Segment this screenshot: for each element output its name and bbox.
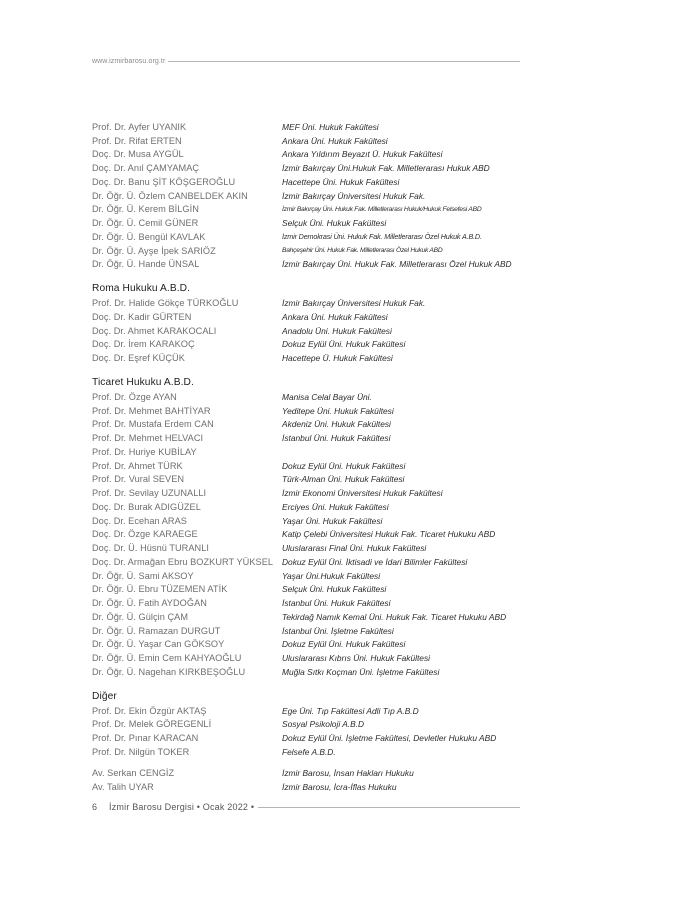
member-row — [92, 514, 532, 528]
member-row — [92, 528, 532, 542]
member-institution: Yeditepe Üni. Hukuk Fakültesi — [282, 405, 394, 416]
member-name: Prof. Dr. Vural SEVEN — [92, 474, 185, 485]
member-name: Prof. Dr. Özge AYAN — [92, 391, 177, 402]
member-name: Prof. Dr. Ekin Özgür AKTAŞ — [92, 705, 207, 716]
department-title: Diğer — [92, 690, 117, 702]
member-name: Dr. Öğr. Ü. Cemil GÜNER — [92, 218, 199, 229]
member-row — [92, 230, 532, 244]
member-row — [92, 351, 532, 365]
member-name: Dr. Öğr. Ü. Bengül KAVLAK — [92, 231, 206, 242]
member-name: Doç. Dr. Banu ŞİT KÖŞGEROĞLU — [92, 176, 236, 187]
member-institution: İzmir Barosu, İnsan Hakları Hukuku — [282, 767, 414, 778]
member-institution: Akdeniz Üni. Hukuk Fakültesi — [282, 419, 391, 430]
department-title: Roma Hukuku A.B.D. — [92, 283, 191, 295]
member-row — [92, 445, 532, 459]
member-institution: Anadolu Üni. Hukuk Fakültesi — [282, 325, 392, 336]
member-row — [92, 296, 532, 310]
member-row — [92, 638, 532, 652]
member-name: Prof. Dr. Ahmet TÜRK — [92, 460, 183, 471]
member-name: Doç. Dr. Özge KARAEGE — [92, 529, 198, 540]
member-row — [92, 310, 532, 324]
member-row — [92, 244, 532, 258]
member-name: Prof. Dr. Melek GÖREGENLİ — [92, 719, 212, 730]
member-row — [92, 596, 532, 610]
member-row — [92, 500, 532, 514]
member-institution: Ege Üni. Tıp Fakültesi Adli Tıp A.B.D — [282, 705, 419, 716]
member-row — [92, 486, 532, 500]
member-row — [92, 120, 532, 134]
member-row — [92, 189, 532, 203]
department-section — [92, 376, 532, 679]
member-name: Doç. Dr. Burak ADIGÜZEL — [92, 501, 201, 512]
member-name: Prof. Dr. Mehmet HELVACI — [92, 433, 204, 444]
member-row — [92, 216, 532, 230]
member-row — [92, 161, 532, 175]
member-row — [92, 780, 532, 794]
member-institution: İstanbul Üni. Hukuk Fakültesi — [282, 433, 391, 444]
site-url[interactable]: www.izmirbarosu.org.tr — [92, 57, 166, 65]
member-institution: Uluslararası Kıbrıs Üni. Hukuk Fakültesi — [282, 653, 431, 664]
member-institution: Dokuz Eylül Üni. Hukuk Fakültesi — [282, 339, 406, 350]
member-name: Doç. Dr. Ecehan ARAS — [92, 515, 187, 526]
member-row — [92, 541, 532, 555]
member-institution: Katip Çelebi Üniversitesi Hukuk Fak. Ticaret Hukuku ABD — [282, 529, 496, 540]
member-row — [92, 175, 532, 189]
footer-rule — [258, 807, 520, 808]
member-institution: İzmir Bakırçay Üni. Hukuk Fak. Milletlerarası Özel Hukuk ABD — [282, 259, 512, 270]
member-name: Doç. Dr. Anıl ÇAMYAMAÇ — [92, 163, 200, 174]
department-section — [92, 120, 532, 271]
member-institution: Ankara Üni. Hukuk Fakültesi — [282, 135, 388, 146]
member-institution: Dokuz Eylül Üni. Hukuk Fakültesi — [282, 639, 406, 650]
member-name: Dr. Öğr. Ü. Ramazan DURGUT — [92, 625, 221, 636]
member-institution: İzmir Ekonomi Üniversitesi Hukuk Fakültesi — [282, 488, 443, 499]
member-row — [92, 148, 532, 162]
member-name: Dr. Öğr. Ü. Gülçin ÇAM — [92, 611, 189, 622]
member-row — [92, 610, 532, 624]
member-institution: Yaşar Üni. Hukuk Fakültesi — [282, 515, 383, 526]
member-name: Dr. Öğr. Ü. Nagehan KIRKBEŞOĞLU — [92, 666, 246, 677]
member-institution: Bahçeşehir Üni. Hukuk Fak. Milletlerarası Özel Hukuk ABD — [282, 247, 443, 255]
member-name: Prof. Dr. Mustafa Erdem CAN — [92, 419, 214, 430]
member-institution: Hacettepe Üni. Hukuk Fakültesi — [282, 176, 400, 187]
member-institution: Türk-Alman Üni. Hukuk Fakültesi — [282, 474, 405, 485]
member-row — [92, 731, 532, 745]
member-name: Prof. Dr. Huriye KUBİLAY — [92, 446, 197, 457]
member-name: Prof. Dr. Pınar KARACAN — [92, 733, 199, 744]
member-row — [92, 459, 532, 473]
member-name: Doç. Dr. Musa AYGÜL — [92, 149, 184, 160]
member-name: Doç. Dr. Kadir GÜRTEN — [92, 311, 192, 322]
member-name: Dr. Öğr. Ü. Fatih AYDOĞAN — [92, 598, 207, 609]
member-name: Prof. Dr. Sevilay UZUNALLI — [92, 488, 207, 499]
member-institution: İstanbul Üni. İşletme Fakültesi — [282, 625, 394, 636]
member-row — [92, 473, 532, 487]
member-name: Dr. Öğr. Ü. Emin Cem KAHYAOĞLU — [92, 653, 242, 664]
lawyer-section — [92, 766, 532, 794]
member-institution: Dokuz Eylül Üni. Hukuk Fakültesi — [282, 460, 406, 471]
member-name: Av. Serkan CENGİZ — [92, 767, 175, 778]
member-institution: Tekirdağ Namık Kemal Üni. Hukuk Fak. Ticaret Hukuku ABD — [282, 611, 507, 622]
member-row — [92, 203, 532, 217]
member-name: Dr. Öğr. Ü. Ebru TÜZEMEN ATİK — [92, 584, 228, 595]
page-footer — [92, 801, 520, 813]
member-row — [92, 258, 532, 272]
header-rule — [168, 61, 520, 62]
member-institution: İzmir Demokrasi Üni. Hukuk Fak. Milletlerarası Özel Hukuk A.B.D. — [282, 232, 482, 242]
member-row — [92, 651, 532, 665]
site-header — [92, 55, 520, 67]
member-row — [92, 745, 532, 759]
member-name: Doç. Dr. Armağan Ebru BOZKURT YÜKSEL — [92, 556, 274, 567]
member-row — [92, 583, 532, 597]
member-institution: Uluslararası Final Üni. Hukuk Fakültesi — [282, 543, 427, 554]
member-name: Dr. Öğr. Ü. Yaşar Can GÖKSOY — [92, 639, 225, 650]
member-row — [92, 718, 532, 732]
member-row — [92, 569, 532, 583]
member-name: Prof. Dr. Ayfer UYANIK — [92, 121, 187, 132]
member-row — [92, 418, 532, 432]
member-institution: Yaşar Üni.Hukuk Fakültesi — [282, 570, 381, 581]
member-institution: Erciyes Üni. Hukuk Fakültesi — [282, 501, 389, 512]
member-institution: Dokuz Eylül Üni. İşletme Fakültesi, Devletler Hukuku ABD — [282, 733, 497, 744]
member-name: Doç. Dr. İrem KARAKOÇ — [92, 339, 195, 350]
member-institution: Ankara Üni. Hukuk Fakültesi — [282, 311, 388, 322]
member-name: Prof. Dr. Nilgün TOKER — [92, 746, 190, 757]
member-row — [92, 704, 532, 718]
member-name: Dr. Öğr. Ü. Kerem BİLGİN — [92, 204, 199, 215]
member-row — [92, 431, 532, 445]
member-name: Dr. Öğr. Ü. Ayşe İpek SARIÖZ — [92, 245, 216, 256]
member-institution: Selçuk Üni. Hukuk Fakültesi — [282, 218, 387, 229]
member-name: Doç. Dr. Ü. Hüsnü TURANLI — [92, 543, 209, 554]
member-row — [92, 338, 532, 352]
member-institution: Muğla Sıtkı Koçman Üni. İşletme Fakültesi — [282, 666, 440, 677]
member-name: Dr. Öğr. Ü. Sami AKSOY — [92, 570, 194, 581]
member-institution: Selçuk Üni. Hukuk Fakültesi — [282, 584, 387, 595]
member-institution: İzmir Barosu, İcra-İflas Hukuku — [282, 781, 397, 792]
member-row — [92, 134, 532, 148]
department-section — [92, 282, 532, 365]
member-row — [92, 624, 532, 638]
member-institution: MEF Üni. Hukuk Fakültesi — [282, 121, 379, 132]
member-institution: İstanbul Üni. Hukuk Fakültesi — [282, 598, 391, 609]
member-name: Av. Talih UYAR — [92, 781, 154, 792]
member-name: Dr. Öğr. Ü. Hande ÜNSAL — [92, 259, 200, 270]
member-row — [92, 324, 532, 338]
member-institution: Sosyal Psikoloji A.B.D — [282, 719, 365, 730]
member-row — [92, 766, 532, 780]
page-number: 6 — [92, 802, 98, 812]
member-institution: Dokuz Eylül Üni. İktisadi ve İdari Bilimler Fakültesi — [282, 556, 468, 567]
department-section — [92, 690, 532, 759]
member-row — [92, 404, 532, 418]
member-institution: Hacettepe Ü. Hukuk Fakültesi — [282, 353, 393, 364]
journal-issue: İzmir Barosu Dergisi • Ocak 2022 • — [109, 802, 255, 812]
member-name: Doç. Dr. Eşref KÜÇÜK — [92, 353, 185, 364]
member-institution: Felsefe A.B.D. — [282, 746, 336, 757]
member-row — [92, 390, 532, 404]
member-name: Prof. Dr. Rifat ERTEN — [92, 135, 182, 146]
member-institution: İzmir Bakırçay Üni. Hukuk Fak. Milletlerarası Hukuk/Hukuk Felsefesi ABD — [282, 205, 482, 213]
member-institution: İzmir Bakırçay Üni.Hukuk Fak. Milletlerarası Hukuk ABD — [282, 163, 490, 174]
member-name: Prof. Dr. Mehmet BAHTİYAR — [92, 405, 211, 416]
member-institution: Manisa Celal Bayar Üni. — [282, 391, 372, 402]
member-name: Dr. Öğr. Ü. Özlem CANBELDEK AKIN — [92, 190, 248, 201]
member-row — [92, 665, 532, 679]
member-institution: İzmir Bakırçay Üniversitesi Hukuk Fak. — [282, 298, 426, 309]
member-name: Doç. Dr. Ahmet KARAKOCALI — [92, 325, 217, 336]
member-list — [92, 120, 532, 794]
member-institution: İzmir Bakırçay Üniversitesi Hukuk Fak. — [282, 190, 426, 201]
member-name: Prof. Dr. Halide Gökçe TÜRKOĞLU — [92, 298, 239, 309]
department-title: Ticaret Hukuku A.B.D. — [92, 377, 194, 388]
member-row — [92, 555, 532, 569]
member-institution: Ankara Yıldırım Beyazıt Ü. Hukuk Fakültesi — [282, 149, 443, 160]
